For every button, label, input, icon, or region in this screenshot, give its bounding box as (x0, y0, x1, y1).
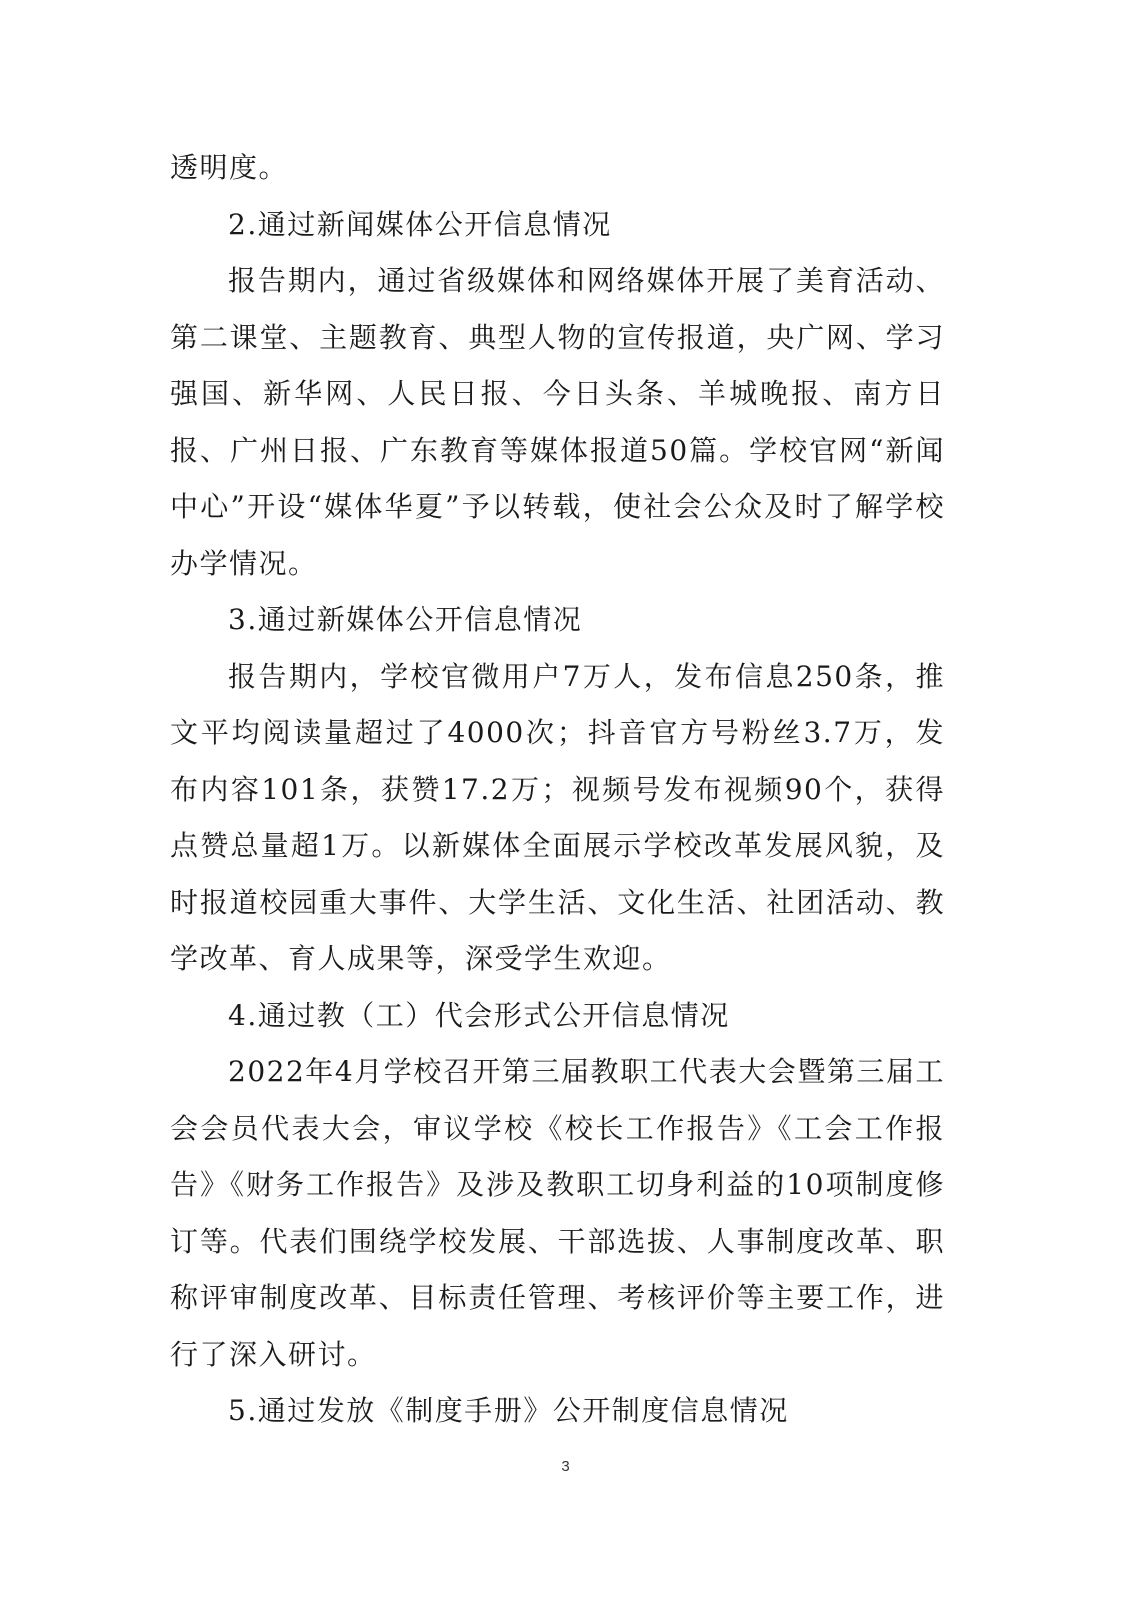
paragraph-new-media: 报告期内，学校官微用户7万人，发布信息250条，推文平均阅读量超过了4000次；抖音官方号粉丝3.7万，发布内容101条，获赞17.2万；视频号发布视频90个，获得点赞总量超1万。以新媒体全面展示学校改革发展风貌，及时报道校园重大事件、大学生活、文化生活、社团活动、教学改革、育人成果等，深受学生欢迎。 (170, 659, 945, 975)
paragraph-staff-congress: 2022年4月学校召开第三届教职工代表大会暨第三届工会会员代表大会，审议学校《校长工作报告》《工会工作报告》《财务工作报告》及涉及教职工切身利益的10项制度修订等。代表们围绕学校发展、干部选拔、人事制度改革、职称评审制度改革、目标责任管理、考核评价等主要工作，进行了深入研讨。 (170, 1055, 945, 1371)
section-heading-news-media: 2.通过新闻媒体公开信息情况 (228, 207, 612, 241)
section-heading-staff-congress: 4.通过教（工）代会形式公开信息情况 (228, 998, 730, 1032)
section-heading-new-media: 3.通过新媒体公开信息情况 (228, 603, 583, 636)
paragraph-news-media: 报告期内，通过省级媒体和网络媒体开展了美育活动、第二课堂、主题教育、典型人物的宣传报道，央广网、学习强国、新华网、人民日报、今日头条、羊城晚报、南方日报、广州日报、广东教育等媒体报道50篇。学校官网“新闻中心”开设“媒体华夏”予以转载，使社会公众及时了解学校办学情况。 (170, 264, 945, 580)
page-number: 3 (561, 1458, 570, 1475)
section-heading-handbook: 5.通过发放《制度手册》公开制度信息情况 (228, 1394, 789, 1427)
document-body (170, 140, 945, 1440)
paragraph-continuation: 透明度。 (170, 151, 289, 184)
